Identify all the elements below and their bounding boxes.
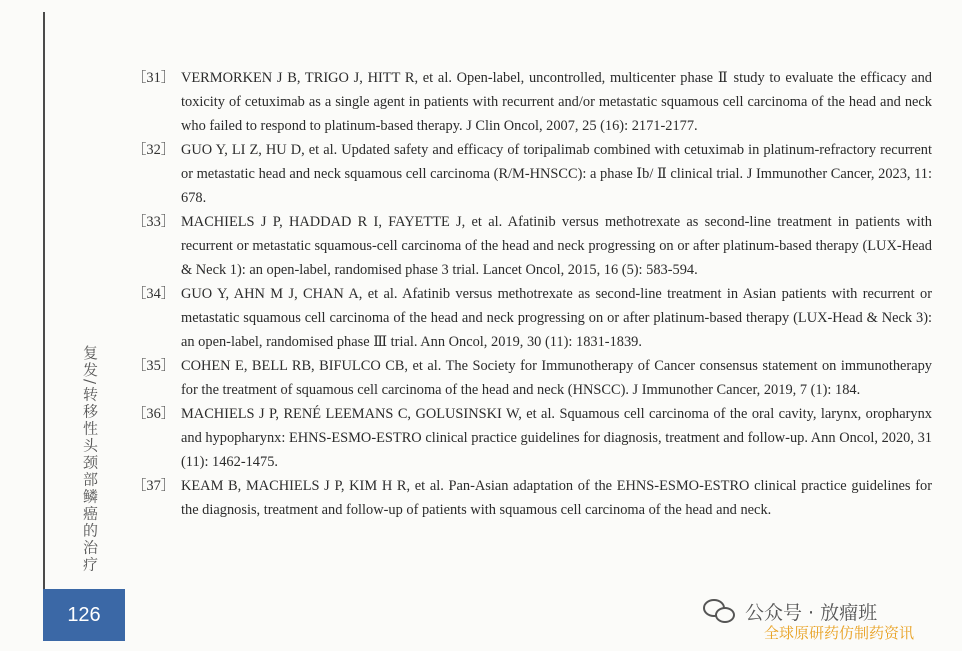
wechat-watermark	[703, 598, 877, 625]
reference-number: ［35］	[132, 358, 176, 374]
reference-item	[132, 402, 932, 474]
wechat-icon	[703, 599, 737, 625]
reference-text: GUO Y, AHN M J, CHAN A, et al. Afatinib versus methotrexate as second-line treatment in Asian patients with recurrent or metastatic squamous cell carcinoma of the head and neck progressing on or after platinum-based therapy (LUX-Head & Neck 3): an open-label, randomised phase Ⅲ trial. Ann Oncol, 2019, 30 (11): 1831-1839.	[181, 286, 932, 350]
watermark-subtitle: 全球原研药仿制药资讯	[764, 624, 915, 642]
reference-text: GUO Y, LI Z, HU D, et al. Updated safety and efficacy of toripalimab combined with cetuximab in platinum-refractory recurrent or metastatic head and neck squamous cell carcinoma (R/M-HNSCC): a phase Ⅰb/ Ⅱ clinical trial. J Immunother Cancer, 2023, 11: 678.	[181, 142, 932, 206]
reference-number: ［36］	[132, 406, 176, 422]
reference-number: ［32］	[132, 142, 176, 158]
left-margin-rule	[43, 12, 45, 592]
page-number-badge	[43, 589, 125, 641]
reference-text: KEAM B, MACHIELS J P, KIM H R, et al. Pan-Asian adaptation of the EHNS-ESMO-ESTRO clinical practice guidelines for the diagnosis, treatment and follow-up of patients with squamous cell carcinoma of the head and neck.	[181, 478, 932, 518]
reference-text: VERMORKEN J B, TRIGO J, HITT R, et al. Open-label, uncontrolled, multicenter phase Ⅱ study to evaluate the efficacy and toxicity of cetuximab as a single agent in patients with recurrent and/or metastatic squamous cell carcinoma of the head and neck who failed to respond to platinum-based therapy. J Clin Oncol, 2007, 25 (16): 2171-2177.	[181, 70, 932, 134]
reference-item	[132, 210, 932, 282]
reference-number: ［33］	[132, 214, 176, 230]
chapter-side-title: 复发/转移性头颈部鳞癌的治疗	[81, 345, 99, 574]
reference-text: MACHIELS J P, RENÉ LEEMANS C, GOLUSINSKI W, et al. Squamous cell carcinoma of the oral cavity, larynx, oropharynx and hypopharynx: EHNS-ESMO-ESTRO clinical practice guidelines for diagnosis, treatment and follow-up. Ann Oncol, 2020, 31 (11): 1462-1475.	[181, 406, 932, 470]
reference-number: ［31］	[132, 70, 176, 86]
reference-item	[132, 282, 932, 354]
reference-number: ［34］	[132, 286, 176, 302]
reference-item	[132, 354, 932, 402]
reference-text: COHEN E, BELL RB, BIFULCO CB, et al. The Society for Immunotherapy of Cancer consensus statement on immunotherapy for the treatment of squamous cell carcinoma of the head and neck (HNSCC). J Immunother Cancer, 2019, 7 (1): 184.	[181, 358, 932, 398]
reference-number: ［37］	[132, 478, 176, 494]
page-number: 126	[67, 603, 101, 626]
watermark-label: 公众号 · 放瘤班	[745, 602, 878, 624]
reference-text: MACHIELS J P, HADDAD R I, FAYETTE J, et al. Afatinib versus methotrexate as second-line treatment in patients with recurrent or metastatic squamous-cell carcinoma of the head and neck progressing on or after platinum-based therapy (LUX-Head & Neck 1): an open-label, randomised phase 3 trial. Lancet Oncol, 2015, 16 (5): 583-594.	[181, 214, 932, 278]
reference-item	[132, 66, 932, 138]
reference-list	[132, 66, 932, 522]
reference-item	[132, 138, 932, 210]
reference-item	[132, 474, 932, 522]
